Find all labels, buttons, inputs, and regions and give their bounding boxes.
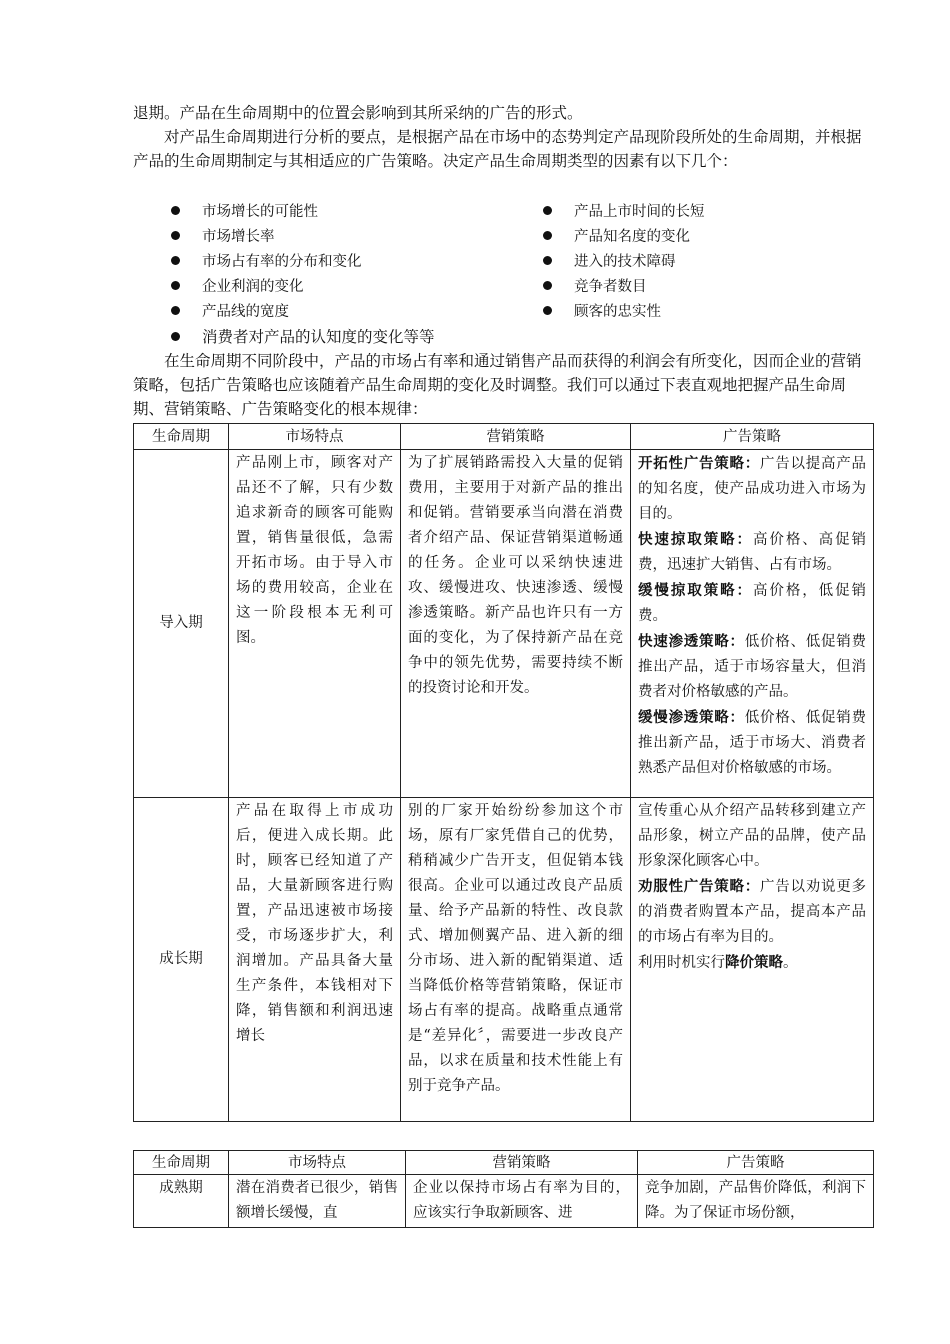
table-row: [134, 1175, 874, 1228]
lifecycle-table: [133, 423, 874, 1122]
ad-cell: [631, 450, 874, 798]
stage-cell: 导入期: [134, 450, 229, 798]
lifecycle-table-continued: [133, 1150, 874, 1228]
ad-strategy: 快速渗透策略：低价格、低促销费推出产品，适于市场容量大，但消费者对价格敏感的产品。: [638, 633, 866, 700]
intro-line: 退期。产品在生命周期中的位置会影响到其所采纳的广告的形式。: [133, 104, 583, 122]
table-header-row: [134, 1151, 874, 1175]
list-item: 企业利润的变化: [171, 275, 304, 299]
list-item: 进入的技术障碍: [543, 250, 676, 274]
bullet-icon: [543, 206, 552, 215]
list-item: 顾客的忠实性: [543, 300, 661, 324]
header-ad: 广告策略: [631, 424, 874, 450]
stage-cell: 成长期: [134, 798, 229, 1122]
analysis-paragraph: 对产品生命周期进行分析的要点，是根据产品在市场中的态势判定产品现阶段所处的生命周期，并根据产品的生命周期制定与其相适应的广告策略。决定产品生命周期类型的因素有以下几个：: [133, 128, 862, 170]
ad-strategy: 快速掠取策略：高价格、高促销费，迅速扩大销售、占有市场。: [638, 531, 867, 573]
bullet-icon: [171, 231, 180, 240]
header-stage: 生命周期: [134, 1151, 229, 1175]
list-item: 市场增长率: [171, 225, 275, 249]
bullet-icon: [543, 281, 552, 290]
bullet-icon: [171, 332, 180, 341]
list-item: 市场占有率的分布和变化: [171, 250, 362, 274]
header-marketing: 营销策略: [406, 1151, 638, 1175]
table-row: [134, 450, 874, 798]
market-cell: 产品刚上市，顾客对产品还不了解，只有少数追求新奇的顾客可能购置，销售量很低，急需开拓市场。由于导入市场的费用较高，企业在这一阶段根本无利可图。: [229, 450, 401, 798]
list-item: 产品知名度的变化: [543, 225, 690, 249]
marketing-cell: 企业以保持市场占有率为目的，应该实行争取新顾客、进: [406, 1175, 638, 1228]
header-ad: 广告策略: [638, 1151, 874, 1175]
ad-strategy: 利用时机实行降价策略。: [638, 954, 798, 971]
marketing-cell: 为了扩展销路需投入大量的促销费用，主要用于对新产品的推出和促销。营销要承当向潜在消费者介绍产品、保证营销渠道畅通的任务。企业可以采纳快速进攻、缓慢进攻、快速渗透、缓慢渗透策略。新产品也许只有一方面的变化，为了保持新产品在竞争中的领先优势，需要持续不断的投资讨论和开发。: [401, 450, 631, 798]
list-item: 消费者对产品的认知度的变化等等: [171, 325, 435, 349]
list-item: 竞争者数目: [543, 275, 647, 299]
bullet-icon: [171, 206, 180, 215]
market-cell: 产品在取得上市成功后，便进入成长期。此时，顾客已经知道了产品，大量新顾客进行购置，产品迅速被市场接受，市场逐步扩大，利润增加。产品具备大量生产条件，本钱相对下降，销售额和利润迅速增长: [229, 798, 401, 1122]
bullet-icon: [171, 281, 180, 290]
ad-strategy: 缓慢掠取策略：高价格，低促销费。: [638, 582, 867, 624]
market-cell: 潜在消费者已很少，销售额增长缓慢，直: [229, 1175, 406, 1228]
header-stage: 生命周期: [134, 424, 229, 450]
ad-cell: 竞争加剧，产品售价降低，利润下降。为了保证市场份额，: [638, 1175, 874, 1228]
list-item: 产品上市时间的长短: [543, 200, 705, 224]
list-item: 市场增长的可能性: [171, 200, 318, 224]
table-header-row: [134, 424, 874, 450]
header-market: 市场特点: [229, 1151, 406, 1175]
lifecycle-paragraph: 在生命周期不同阶段中，产品的市场占有率和通过销售产品而获得的利润会有所变化，因而企业的营销策略，包括广告策略也应该随着产品生命周期的变化及时调整。我们可以通过下表直观地把握产品生命周期、营销策略、广告策略变化的根本规律：: [133, 352, 862, 418]
bullet-icon: [171, 256, 180, 265]
header-marketing: 营销策略: [401, 424, 631, 450]
ad-cell: [631, 798, 874, 1122]
stage-cell: 成熟期: [134, 1175, 229, 1228]
ad-text: 宣传重心从介绍产品转移到建立产品形象，树立产品的品牌，使产品形象深化顾客心中。: [638, 803, 866, 869]
bullet-icon: [543, 306, 552, 315]
ad-strategy: 开拓性广告策略：广告以提高产品的知名度，使产品成功进入市场为目的。: [638, 455, 866, 522]
bullet-icon: [171, 306, 180, 315]
ad-strategy: 缓慢渗透策略：低价格、低促销费推出新产品，适于市场大、消费者熟悉产品但对价格敏感的市场。: [638, 709, 866, 776]
marketing-cell: 别的厂家开始纷纷参加这个市场，原有厂家凭借自己的优势，稍稍减少广告开支，但促销本钱很高。企业可以通过改良产品质量、给予产品新的特性、改良款式、增加侧翼产品、进入新的细分市场、进入新的配销渠道、适当降低价格等营销策略，保证市场占有率的提高。战略重点通常是“差异化〞，需要进一步改良产品，以求在质量和技术性能上有别于竞争产品。: [401, 798, 631, 1122]
bullet-icon: [543, 256, 552, 265]
ad-strategy: 劝服性广告策略：广告以劝说更多的消费者购置本产品，提高本产品的市场占有率为目的。: [638, 878, 866, 945]
table-row: [134, 798, 874, 1122]
list-item: 产品线的宽度: [171, 300, 289, 324]
bullet-icon: [543, 231, 552, 240]
header-market: 市场特点: [229, 424, 401, 450]
